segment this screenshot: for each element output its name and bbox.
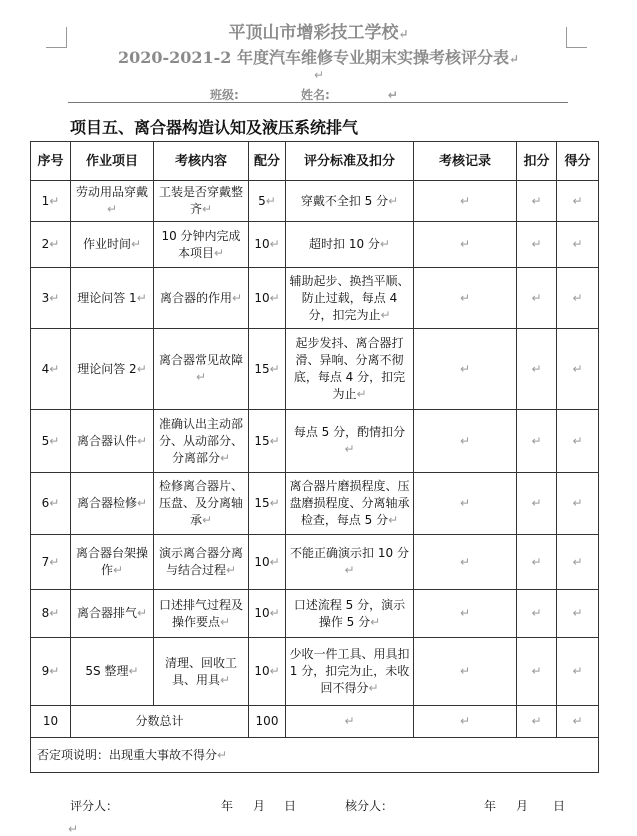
row-item-text: 理论问答 2 [77, 361, 137, 376]
row-item [71, 222, 154, 268]
paragraph-mark-icon: ↵ [136, 433, 148, 448]
paragraph-mark-icon: ↵ [368, 681, 379, 695]
header-content: 考核内容 [154, 142, 249, 181]
paragraph-mark-icon: ↵ [572, 606, 583, 620]
paragraph-mark-icon: ↵ [195, 370, 207, 384]
paragraph-mark-icon: ↵ [379, 237, 390, 251]
row-points [249, 181, 286, 222]
row-item-text: 离合器检修 [76, 496, 137, 510]
total-record-cell[interactable] [414, 706, 517, 738]
score-table [30, 141, 599, 773]
paragraph-mark-icon: ↵ [49, 664, 60, 678]
paragraph-mark-icon: ↵ [572, 714, 583, 728]
row-no [31, 535, 71, 590]
row-item-text: 理论问答 1 [77, 290, 137, 305]
table-row [31, 535, 599, 590]
row-item [71, 473, 154, 535]
row-record-cell[interactable] [414, 222, 517, 268]
total-points: 100 [249, 706, 286, 738]
row-standard [286, 329, 414, 410]
table-row [31, 473, 599, 535]
row-content-text: 离合器常见故障 [158, 353, 243, 367]
class-name-line [210, 86, 398, 103]
row-item-text: 作业时间 [82, 237, 131, 251]
row-standard-text: 口述流程 5 分，演示操作 5 分 [293, 597, 406, 629]
row-no-text: 6 [41, 496, 50, 510]
row-standard [286, 638, 414, 706]
paragraph-mark-icon: ↵ [388, 513, 399, 527]
school-title [0, 18, 637, 43]
row-item-text: 5S 整理 [85, 664, 129, 678]
row-record-cell[interactable] [414, 329, 517, 410]
paragraph-mark-icon: ↵ [269, 496, 280, 510]
row-record-cell[interactable] [414, 268, 517, 329]
row-standard-text: 每点 5 分，酌情扣分 [293, 425, 406, 439]
table-row [31, 181, 599, 222]
paragraph-mark-icon: ↵ [572, 361, 583, 376]
row-deduction-cell[interactable] [517, 535, 557, 590]
paragraph-mark-icon: ↵ [217, 747, 228, 762]
row-content-text: 口述排气过程及操作要点 [158, 597, 243, 629]
paragraph-mark-icon: ↵ [112, 563, 124, 577]
row-item [71, 410, 154, 473]
row-item [71, 535, 154, 590]
paragraph-mark-icon: ↵ [572, 290, 583, 305]
paragraph-mark-icon: ↵ [531, 290, 542, 305]
paragraph-mark-icon: ↵ [49, 606, 60, 620]
paragraph-mark-icon: ↵ [459, 664, 471, 678]
paragraph-mark-icon: ↵ [314, 68, 325, 82]
checker-label: 核分人： [345, 799, 394, 813]
row-deduction-cell[interactable] [517, 181, 557, 222]
paragraph-mark-icon: ↵ [459, 290, 471, 305]
row-score-cell[interactable] [557, 268, 599, 329]
row-no [31, 222, 71, 268]
paragraph-mark-icon: ↵ [136, 361, 147, 376]
row-points [249, 535, 286, 590]
row-points-text: 10 [254, 237, 270, 251]
row-record-cell[interactable] [414, 535, 517, 590]
row-no-text: 3 [41, 290, 50, 305]
scorer-day: 日 [284, 799, 297, 813]
paragraph-mark-icon: ↵ [531, 361, 542, 376]
row-standard-text: 不能正确演示扣 10 分 [290, 546, 409, 560]
row-points-text: 15 [254, 361, 270, 376]
paragraph-mark-icon: ↵ [269, 290, 280, 305]
row-no [31, 473, 71, 535]
total-row [31, 706, 599, 738]
row-content [154, 590, 249, 638]
row-standard-text: 超时扣 10 分 [309, 237, 380, 251]
paragraph-mark-icon: ↵ [269, 361, 280, 376]
table-row [31, 410, 599, 473]
row-no [31, 638, 71, 706]
row-deduction-cell[interactable] [517, 410, 557, 473]
row-score-cell[interactable] [557, 181, 599, 222]
row-content [154, 535, 249, 590]
paragraph-mark-icon: ↵ [344, 714, 355, 728]
row-item [71, 638, 154, 706]
paragraph-mark-icon: ↵ [459, 361, 471, 376]
row-score-cell[interactable] [557, 638, 599, 706]
row-content [154, 473, 249, 535]
row-points-text: 15 [254, 433, 270, 448]
paragraph-mark-icon: ↵ [219, 672, 231, 687]
row-no [31, 329, 71, 410]
row-no-text: 5 [41, 433, 50, 448]
row-deduction-cell[interactable] [517, 473, 557, 535]
row-standard-text: 起步发抖、离合器打滑、异响、分离不彻底，每点 4 分，扣完为止 [293, 336, 406, 401]
paragraph-mark-icon: ↵ [531, 664, 542, 678]
row-points [249, 590, 286, 638]
paragraph-mark-icon: ↵ [531, 496, 542, 510]
paragraph-mark-icon: ↵ [572, 496, 583, 510]
row-item [71, 268, 154, 329]
row-no-text: 1 [41, 193, 50, 208]
row-deduction-cell[interactable] [517, 222, 557, 268]
paragraph-mark-icon: ↵ [213, 245, 225, 260]
row-score-cell[interactable] [557, 410, 599, 473]
paragraph-mark-icon: ↵ [106, 202, 118, 216]
row-content-text: 离合器的作用 [159, 290, 232, 305]
scorer-month: 月 [253, 799, 266, 813]
paragraph-mark-icon: ↵ [459, 496, 471, 510]
document-title [0, 45, 637, 68]
row-standard [286, 410, 414, 473]
row-points [249, 329, 286, 410]
paragraph-mark-icon: ↵ [219, 450, 231, 465]
negation-note [31, 738, 599, 773]
table-row [31, 268, 599, 329]
paragraph-mark-icon: ↵ [269, 606, 280, 620]
row-content [154, 329, 249, 410]
row-points-text: 10 [254, 554, 270, 569]
paragraph-mark-icon: ↵ [49, 193, 60, 208]
row-no-text: 9 [41, 664, 50, 678]
paragraph-mark-icon: ↵ [344, 563, 355, 577]
row-record-cell[interactable] [414, 473, 517, 535]
row-standard [286, 181, 414, 222]
row-deduction-cell[interactable] [517, 590, 557, 638]
total-deduction-cell[interactable] [517, 706, 557, 738]
paragraph-mark-icon: ↵ [136, 496, 148, 510]
row-content-text: 清理、回收工具、用具 [164, 655, 237, 687]
scorer-year: 年 [221, 799, 234, 813]
row-record-cell[interactable] [414, 638, 517, 706]
row-record-cell[interactable] [414, 181, 517, 222]
table-row [31, 222, 599, 268]
header-rule [68, 102, 568, 103]
checker-month: 月 [516, 799, 529, 813]
row-no-text: 2 [41, 237, 50, 251]
table-row [31, 590, 599, 638]
paragraph-mark-icon: ↵ [572, 554, 583, 569]
row-content [154, 181, 249, 222]
row-no [31, 268, 71, 329]
row-item-text: 劳动用品穿戴 [75, 185, 148, 199]
row-standard [286, 590, 414, 638]
section-heading: 项目五、离合器构造认知及液压系统排气 [70, 118, 359, 137]
total-label: 分数总计 [71, 706, 249, 738]
paragraph-mark-icon: ↵ [370, 614, 381, 629]
row-standard [286, 268, 414, 329]
header-record: 考核记录 [414, 142, 517, 181]
paragraph-mark-icon: ↵ [136, 606, 148, 620]
paragraph-mark-icon: ↵ [459, 714, 471, 728]
row-standard-text: 离合器片磨损程度、压盘磨损程度、分离轴承检查，每点 5 分 [289, 479, 410, 527]
paragraph-mark-icon: ↵ [201, 513, 213, 527]
paragraph-mark-icon: ↵ [531, 193, 542, 208]
row-item-text: 离合器台架操作 [75, 546, 148, 577]
paragraph-mark-icon: ↵ [387, 88, 398, 102]
name-label: 姓名: [301, 88, 330, 102]
paragraph-mark-icon: ↵ [531, 237, 542, 251]
row-content [154, 410, 249, 473]
row-deduction-cell[interactable] [517, 638, 557, 706]
paragraph-mark-icon: ↵ [572, 433, 583, 448]
negation-note-text: 否定项说明：出现重大事故不得分 [37, 747, 218, 762]
header-item: 作业项目 [71, 142, 154, 181]
row-no [31, 410, 71, 473]
total-no: 10 [31, 706, 71, 738]
row-item-text: 离合器排气 [76, 606, 137, 620]
paragraph-mark-icon: ↵ [572, 237, 583, 251]
paragraph-mark-icon: ↵ [225, 563, 237, 577]
row-record-cell[interactable] [414, 590, 517, 638]
paragraph-mark-icon: ↵ [459, 433, 471, 448]
row-score-cell[interactable] [557, 535, 599, 590]
row-item [71, 329, 154, 410]
row-no-text: 7 [41, 554, 50, 569]
paragraph-mark-icon: ↵ [269, 433, 280, 448]
row-standard [286, 473, 414, 535]
paragraph-mark-icon: ↵ [269, 664, 280, 678]
paragraph-mark-icon: ↵ [49, 496, 60, 510]
row-content-text: 检修离合器片、压盘、及分离轴承 [158, 479, 243, 527]
row-standard-text: 辅助起步、换挡平顺、防止过载，每点 4 分，扣完为止 [289, 273, 410, 322]
row-content [154, 222, 249, 268]
paragraph-mark-icon: ↵ [130, 237, 142, 251]
row-score-cell[interactable] [557, 590, 599, 638]
row-score-cell[interactable] [557, 222, 599, 268]
paragraph-mark-icon: ↵ [509, 52, 520, 66]
paragraph-mark-icon: ↵ [49, 554, 60, 569]
paragraph-mark-icon: ↵ [380, 307, 391, 322]
row-no [31, 181, 71, 222]
row-content-text: 工装是否穿戴整齐 [158, 185, 243, 216]
table-row [31, 329, 599, 410]
paragraph-mark-icon: ↵ [572, 193, 583, 208]
paragraph-mark-icon: ↵ [531, 433, 542, 448]
table-header-row [31, 142, 599, 181]
row-no [31, 590, 71, 638]
total-standard-cell[interactable] [286, 706, 414, 738]
school-title-text: 平顶山市增彩技工学校 [228, 23, 399, 43]
paragraph-mark-icon: ↵ [531, 554, 542, 569]
paragraph-mark-icon: ↵ [572, 664, 583, 678]
table-row [31, 638, 599, 706]
row-content-text: 10 分钟内完成本项目 [161, 228, 241, 260]
paragraph-mark-icon: ↵ [265, 193, 276, 208]
checker-year: 年 [484, 799, 497, 813]
paragraph-mark-icon: ↵ [531, 606, 542, 620]
row-content-text: 演示离合器分离与结合过程 [158, 546, 243, 577]
row-item-text: 离合器认件 [76, 433, 137, 448]
row-content [154, 268, 249, 329]
paragraph-mark-icon: ↵ [231, 290, 243, 305]
paragraph-mark-icon: ↵ [49, 361, 60, 376]
row-points-text: 10 [254, 664, 270, 678]
class-label: 班级: [210, 88, 239, 102]
paragraph-mark-icon: ↵ [531, 714, 542, 728]
paragraph-mark-icon: ↵ [136, 290, 147, 305]
header-score: 得分 [557, 142, 599, 181]
row-standard-text: 穿戴不全扣 5 分 [300, 193, 389, 208]
row-points [249, 268, 286, 329]
header-standard: 评分标准及扣分 [286, 142, 414, 181]
note-row [31, 738, 599, 773]
row-standard [286, 535, 414, 590]
row-deduction-cell[interactable] [517, 329, 557, 410]
paragraph-mark-icon: ↵ [219, 614, 231, 629]
row-content-text: 准确认出主动部分、从动部分、分离部分 [158, 416, 243, 465]
scorer-label: 评分人： [70, 799, 119, 813]
row-standard [286, 222, 414, 268]
checker-day: 日 [553, 799, 566, 813]
row-standard-text: 少收一件工具、用具扣 1 分，扣完为止，未收回不得分 [289, 647, 410, 695]
paragraph-mark-icon: ↵ [344, 442, 355, 456]
row-points [249, 410, 286, 473]
row-score-cell[interactable] [557, 473, 599, 535]
row-points-text: 10 [254, 606, 270, 620]
row-deduction-cell[interactable] [517, 268, 557, 329]
row-points [249, 473, 286, 535]
row-points [249, 638, 286, 706]
row-item [71, 590, 154, 638]
row-content [154, 638, 249, 706]
paragraph-mark-icon: ↵ [128, 664, 139, 678]
paragraph-mark-icon: ↵ [356, 387, 367, 401]
header-no: 序号 [31, 142, 71, 181]
paragraph-mark-icon: ↵ [459, 193, 471, 208]
paragraph-mark-icon: ↵ [49, 290, 60, 305]
header-deduction: 扣分 [517, 142, 557, 181]
row-item [71, 181, 154, 222]
document-title-text: 2020-2021-2 年度汽车维修专业期末实操考核评分表 [117, 48, 509, 67]
row-score-cell[interactable] [557, 329, 599, 410]
header-points: 配分 [249, 142, 286, 181]
total-score-cell[interactable] [557, 706, 599, 738]
paragraph-mark-icon: ↵ [398, 27, 409, 41]
paragraph-mark-icon: ↵ [269, 237, 280, 251]
row-points-text: 15 [254, 496, 270, 510]
paragraph-mark-icon: ↵ [201, 202, 213, 216]
paragraph-mark-icon: ↵ [459, 554, 471, 569]
row-points [249, 222, 286, 268]
row-points-text: 10 [254, 290, 270, 305]
paragraph-mark-icon: ↵ [388, 193, 399, 208]
paragraph-mark-icon: ↵ [269, 554, 280, 569]
paragraph-mark-icon: ↵ [49, 237, 60, 251]
row-no-text: 8 [41, 606, 50, 620]
paragraph-mark-icon: ↵ [459, 606, 471, 620]
paragraph-mark-icon: ↵ [459, 237, 471, 251]
paragraph-mark-icon: ↵ [49, 433, 60, 448]
paragraph-mark-icon: ↵ [68, 822, 79, 836]
row-points-text: 5 [258, 193, 266, 208]
row-record-cell[interactable] [414, 410, 517, 473]
row-no-text: 4 [41, 361, 50, 376]
